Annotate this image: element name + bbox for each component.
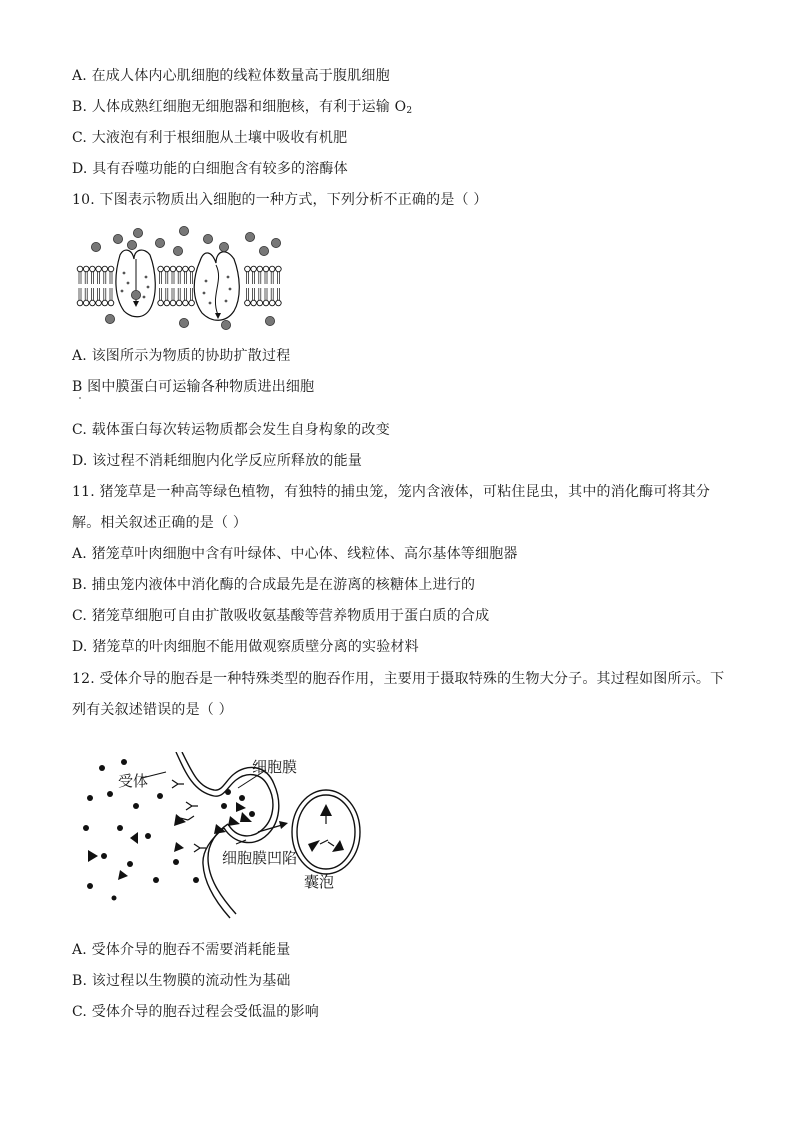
lipid-tail-outer: [265, 272, 267, 284]
protein-dot: [145, 276, 148, 279]
molecule-triangle: [174, 814, 186, 826]
arrow-head: [279, 821, 288, 829]
label-vesicle: 囊泡: [304, 873, 335, 891]
receptor-2: [186, 802, 198, 810]
q11-option-a: A. 猪笼草叶肉细胞中含有叶绿体、中心体、线粒体、高尔基体等细胞器: [72, 546, 518, 562]
q11-stem-line1: 11. 猪笼草是一种高等绿色植物，有独特的捕虫笼，笼内含液体，可粘住昆虫，其中的消化酶可将其分: [72, 484, 711, 500]
lipid-head-inner: [189, 300, 195, 306]
lipid-head-inner: [90, 300, 96, 306]
receptor-1: [172, 780, 184, 788]
label-cell-membrane: 细胞膜: [252, 758, 298, 776]
lipid-tail-outer: [184, 272, 186, 284]
molecule-triangle: [308, 840, 320, 852]
solute-molecule: [219, 242, 228, 251]
solute-molecule: [221, 320, 230, 329]
lipid-head-inner: [183, 300, 189, 306]
lipid-tail-outer: [259, 272, 261, 284]
lipid-tail-outer: [253, 272, 255, 284]
lipid-head-inner: [170, 300, 176, 306]
q11-option-c: C. 猪笼草细胞可自由扩散吸收氨基酸等营养物质用于蛋白质的合成: [72, 608, 490, 624]
protein-dot: [121, 290, 124, 293]
solute-molecule: [155, 238, 164, 247]
lipid-tail-outer: [172, 272, 174, 284]
protein-dot: [205, 280, 208, 283]
lipid-head-outer: [176, 266, 182, 272]
lipid-tail-outer: [110, 272, 112, 284]
q9-option-b: [72, 97, 412, 121]
solute-molecule: [245, 232, 254, 241]
lipid-head-inner: [108, 300, 114, 306]
label-membrane-invagination: 细胞膜凹陷: [222, 849, 298, 867]
protein-dot: [203, 292, 206, 295]
lipid-tail-outer: [104, 272, 106, 284]
lipid-tail-inner: [271, 288, 273, 300]
solute-molecule: [105, 314, 114, 323]
molecule-dot: [112, 896, 117, 901]
lipid-tail-inner: [104, 288, 106, 300]
lipid-head-inner: [83, 300, 89, 306]
scan-speck: [79, 397, 81, 399]
protein-dot: [227, 276, 230, 279]
lipid-head-inner: [77, 300, 83, 306]
molecule-triangle: [236, 802, 246, 812]
lipid-tail-inner: [191, 288, 193, 300]
molecule-dot: [239, 795, 245, 801]
solute-molecule: [259, 246, 268, 255]
molecule-triangle: [174, 842, 184, 852]
molecule-dot: [107, 791, 113, 797]
lipid-head-inner: [245, 300, 251, 306]
q9-option-d: D. 具有吞噬功能的白细胞含有较多的溶酶体: [72, 161, 348, 177]
vesicle-outer-ring: [292, 790, 360, 874]
molecule-triangle: [118, 870, 128, 880]
lipid-tail-outer: [178, 272, 180, 284]
q12-option-b: B. 该过程以生物膜的流动性为基础: [72, 973, 291, 989]
q9-option-b-text: B. 人体成熟红细胞无细胞器和细胞核，有利于运输 O: [72, 99, 407, 115]
protein-dot: [123, 272, 126, 275]
q11-option-b: B. 捕虫笼内液体中消化酶的合成最先是在游离的核糖体上进行的: [72, 577, 476, 593]
lipid-tail-inner: [265, 288, 267, 300]
lipid-tail-inner: [166, 288, 168, 300]
lipid-head-outer: [251, 266, 257, 272]
q12-stem-line2: 列有关叙述错误的是（ ）: [72, 702, 233, 718]
molecule-triangle: [88, 850, 98, 862]
molecule-dot: [153, 877, 159, 883]
lipid-head-outer: [276, 266, 282, 272]
molecule-dot: [87, 883, 93, 889]
q10-option-d: D. 该过程不消耗细胞内化学反应所释放的能量: [72, 453, 363, 469]
molecule-dot: [121, 759, 127, 765]
solute-molecule: [271, 238, 280, 247]
lipid-tail-inner: [178, 288, 180, 300]
lipid-head-outer: [189, 266, 195, 272]
lipid-head-outer: [77, 266, 83, 272]
protein-dot: [127, 282, 130, 285]
lipid-head-outer: [170, 266, 176, 272]
lipid-tail-outer: [246, 272, 248, 284]
q9-option-c: C. 大液泡有利于根细胞从土壤中吸收有机肥: [72, 130, 348, 146]
q11-option-d: D. 猪笼草的叶肉细胞不能用做观察质壁分离的实验材料: [72, 639, 419, 655]
q12-endocytosis-figure: [76, 752, 376, 922]
lipid-tail-outer: [85, 272, 87, 284]
lipid-tail-inner: [277, 288, 279, 300]
q10-option-a: A. 该图所示为物质的协助扩散过程: [72, 348, 291, 364]
molecule-dot: [101, 853, 107, 859]
lipid-head-outer: [83, 266, 89, 272]
q10-option-c: C. 载体蛋白每次转运物质都会发生自身构象的改变: [72, 422, 390, 438]
solute-molecule: [179, 318, 188, 327]
molecule-dot: [127, 861, 133, 867]
molecule-dot: [173, 859, 179, 865]
lipid-head-inner: [158, 300, 164, 306]
molecule-triangle: [228, 816, 240, 826]
q10-option-b: B 图中膜蛋白可运输各种物质进出细胞: [72, 379, 315, 395]
molecule-dot: [145, 833, 151, 839]
lipid-head-outer: [183, 266, 189, 272]
q12-option-c: C. 受体介导的胞吞过程会受低温的影响: [72, 1004, 319, 1020]
lipid-tail-inner: [110, 288, 112, 300]
q9-option-a: A. 在成人体内心肌细胞的线粒体数量高于腹肌细胞: [72, 68, 390, 84]
lipid-tail-outer: [79, 272, 81, 284]
solute-molecule: [131, 290, 140, 299]
lipid-head-inner: [96, 300, 102, 306]
lipid-head-inner: [263, 300, 269, 306]
lipid-tail-outer: [191, 272, 193, 284]
lipid-head-outer: [245, 266, 251, 272]
q10-membrane-transport-figure: [74, 225, 290, 335]
lipid-tail-outer: [271, 272, 273, 284]
molecule-dot: [87, 795, 93, 801]
receptor-3: [194, 844, 206, 852]
lipid-head-outer: [90, 266, 96, 272]
lipid-head-outer: [263, 266, 269, 272]
molecule-dot: [225, 789, 231, 795]
solute-molecule: [133, 228, 142, 237]
lipid-head-inner: [164, 300, 170, 306]
lipid-head-outer: [164, 266, 170, 272]
solute-molecule: [173, 246, 182, 255]
protein-dot: [209, 302, 212, 305]
molecule-dot: [221, 803, 227, 809]
lipid-head-inner: [176, 300, 182, 306]
solute-molecule: [113, 234, 122, 243]
lipid-head-inner: [257, 300, 263, 306]
molecule-dot: [83, 825, 89, 831]
molecule-dot: [157, 793, 163, 799]
solute-molecule: [179, 226, 188, 235]
protein-dot: [143, 296, 146, 299]
lipid-tail-inner: [98, 288, 100, 300]
lipid-tail-outer: [160, 272, 162, 284]
q11-stem-line2: 解。相关叙述正确的是（ ）: [72, 515, 248, 531]
lipid-head-outer: [102, 266, 108, 272]
q12-stem-line1: 12. 受体介导的胞吞是一种特殊类型的胞吞作用，主要用于摄取特殊的生物大分子。其过程如图所示。下: [72, 671, 725, 687]
lipid-tail-inner: [172, 288, 174, 300]
lipid-head-outer: [158, 266, 164, 272]
vesicle-molecules: [308, 804, 344, 852]
molecule-dot: [133, 803, 139, 809]
molecule-dot: [249, 811, 255, 817]
lipid-head-outer: [269, 266, 275, 272]
q12-option-a: A. 受体介导的胞吞不需要消耗能量: [72, 942, 291, 958]
lipid-head-inner: [102, 300, 108, 306]
lipid-tail-inner: [79, 288, 81, 300]
q10-figure-svg: [74, 225, 290, 335]
lipid-head-inner: [269, 300, 275, 306]
lipid-head-inner: [276, 300, 282, 306]
q9-option-b-subscript: 2: [406, 106, 413, 116]
solute-molecule: [203, 234, 212, 243]
solute-molecule: [127, 240, 136, 249]
lipid-tail-inner: [160, 288, 162, 300]
lipid-tail-inner: [184, 288, 186, 300]
molecule-triangle: [320, 804, 332, 816]
protein-dot: [147, 286, 150, 289]
lipid-tail-inner: [85, 288, 87, 300]
solute-molecule: [265, 316, 274, 325]
vesicle-receptor-stems: [320, 816, 334, 846]
lipid-head-outer: [96, 266, 102, 272]
lipid-tail-inner: [259, 288, 261, 300]
molecule-triangle: [130, 832, 138, 844]
protein-dot: [225, 300, 228, 303]
lipid-head-outer: [108, 266, 114, 272]
q10-stem: 10. 下图表示物质出入细胞的一种方式，下列分析不正确的是（ ）: [72, 192, 488, 208]
lipid-tail-inner: [246, 288, 248, 300]
molecule-dot: [117, 825, 123, 831]
lipid-tail-inner: [91, 288, 93, 300]
molecule-dot: [99, 765, 105, 771]
lipid-tail-outer: [91, 272, 93, 284]
lipid-head-outer: [257, 266, 263, 272]
protein-dot: [229, 288, 232, 291]
solute-molecule: [91, 242, 100, 251]
lipid-tail-outer: [98, 272, 100, 284]
lipid-tail-inner: [253, 288, 255, 300]
molecule-dot: [193, 877, 199, 883]
lipid-head-inner: [251, 300, 257, 306]
lipid-tail-outer: [166, 272, 168, 284]
lipid-tail-outer: [277, 272, 279, 284]
label-receptor: 受体: [118, 772, 149, 790]
